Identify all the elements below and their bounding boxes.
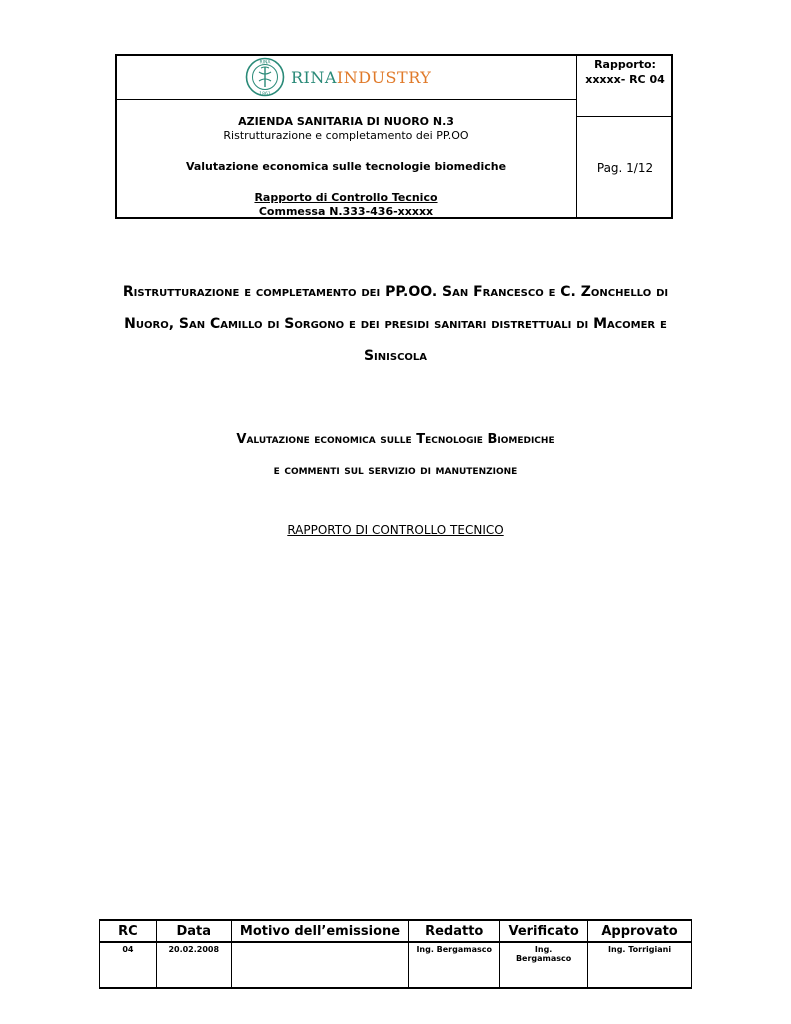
seal-text-bottom: 1861 bbox=[259, 92, 271, 97]
column-header-motivo: Motivo dell’emissione bbox=[231, 920, 409, 942]
report-type: RAPPORTO DI CONTROLLO TECNICO bbox=[287, 523, 504, 537]
subtitle-line: e commenti sul servizio di manutenzione bbox=[273, 463, 518, 478]
cell-motivo bbox=[231, 942, 409, 988]
column-header-verificato: Verificato bbox=[500, 920, 588, 942]
column-header-approvato: Approvato bbox=[588, 920, 692, 942]
logo-brand-rina: RINA bbox=[291, 67, 337, 87]
report-kind: Rapporto di Controllo Tecnico bbox=[254, 191, 438, 204]
rina-logo bbox=[245, 56, 431, 98]
cell-approvato: Ing. Torrigiani bbox=[588, 942, 692, 988]
cell-verificato: Ing. Bergamasco bbox=[500, 942, 588, 988]
header-divider bbox=[576, 116, 673, 117]
document-topic: Valutazione economica sulle tecnologie biomediche bbox=[185, 160, 507, 173]
rina-seal-icon bbox=[245, 57, 285, 97]
page-number: Pag. 1/12 bbox=[596, 161, 654, 175]
rapporto-label: Rapporto: bbox=[594, 58, 656, 71]
main-title-line: Nuoro, San Camillo di Sorgono e dei presidi sanitari distrettuali di Macomer e bbox=[124, 316, 667, 332]
logo-brand-industry: INDUSTRY bbox=[336, 67, 432, 87]
main-title-line: Ristrutturazione e completamento dei PP.OO. San Francesco e C. Zonchello di bbox=[122, 284, 669, 300]
revision-table bbox=[99, 919, 692, 985]
cell-rc: 04 bbox=[100, 942, 157, 988]
subtitle-line: Valutazione economica sulle Tecnologie Biomediche bbox=[236, 432, 555, 447]
project-subtitle: Ristrutturazione e completamento dei PP.OO bbox=[223, 129, 469, 142]
column-header-rc: RC bbox=[100, 920, 157, 942]
main-title-line: Siniscola bbox=[363, 348, 428, 364]
rapporto-code: xxxxx- RC 04 bbox=[585, 73, 665, 86]
table-row bbox=[100, 942, 692, 988]
cell-data: 20.02.2008 bbox=[156, 942, 231, 988]
cell-redatto: Ing. Bergamasco bbox=[409, 942, 500, 988]
column-header-redatto: Redatto bbox=[409, 920, 500, 942]
column-header-data: Data bbox=[156, 920, 231, 942]
commessa-number: Commessa N.333-436-xxxxx bbox=[258, 205, 434, 218]
seal-text-top: RINA bbox=[259, 60, 271, 66]
azienda-name: AZIENDA SANITARIA DI NUORO N.3 bbox=[238, 115, 454, 128]
header-divider bbox=[115, 99, 576, 100]
header-divider bbox=[576, 54, 577, 219]
logo-wordmark bbox=[291, 68, 431, 87]
